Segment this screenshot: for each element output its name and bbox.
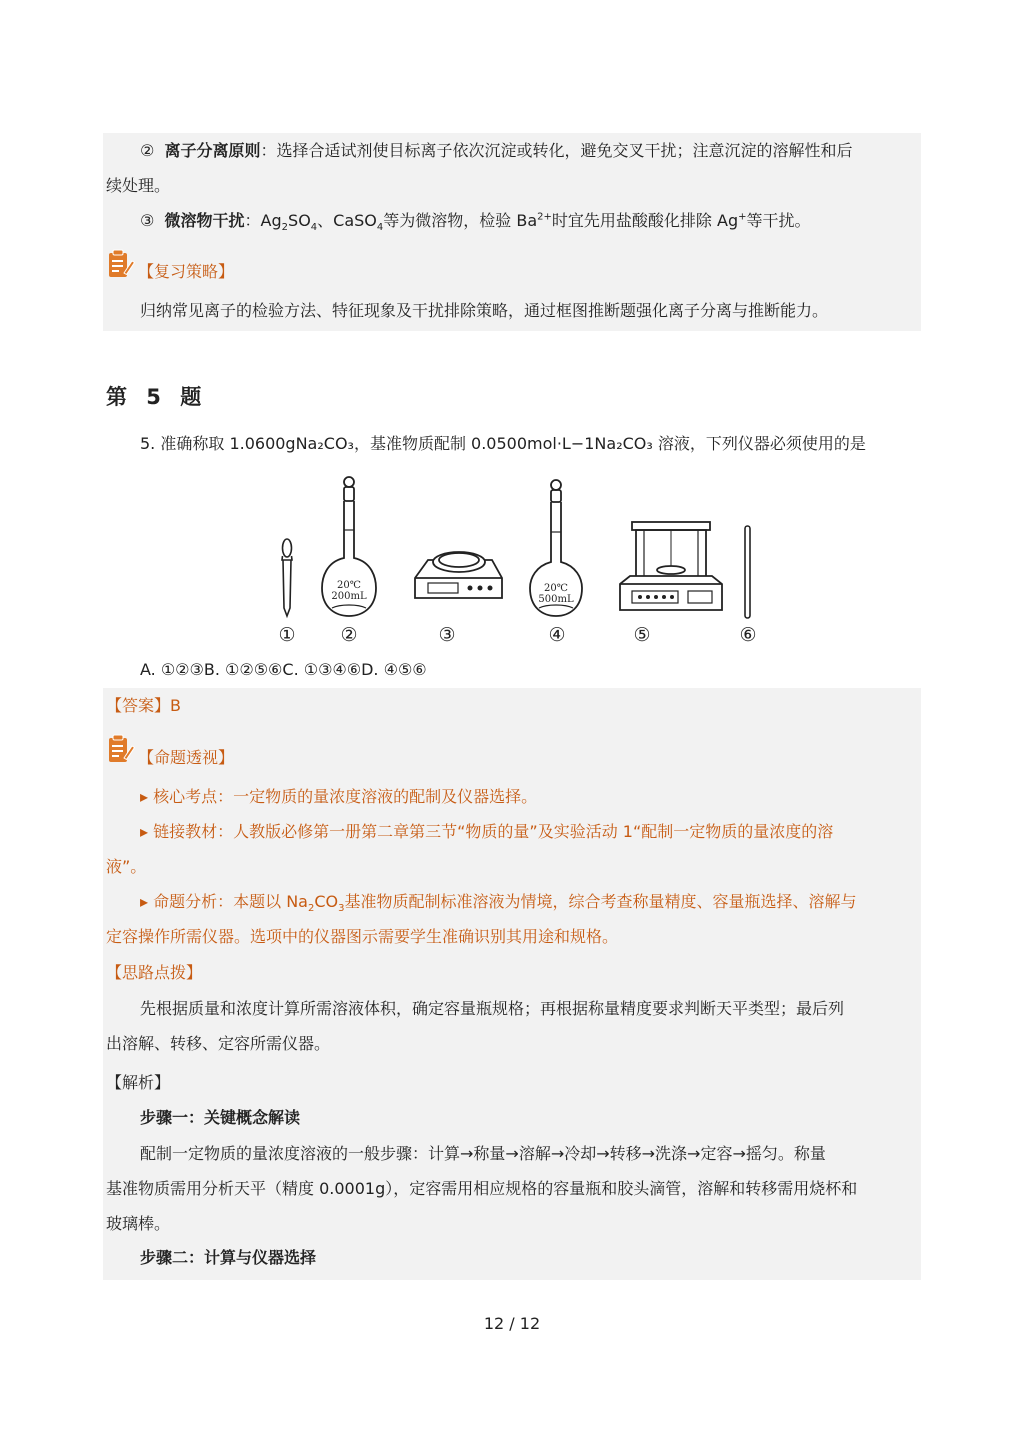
label-5: ⑤ xyxy=(633,624,651,646)
label-2: ② xyxy=(340,624,358,646)
item3-text-3: 等干扰。 xyxy=(746,211,811,230)
item2-text: ：选择合适试剂使目标离子依次沉淀或转化，避免交叉干扰；注意沉淀的溶解性和后 xyxy=(260,141,853,160)
ag2so4-formula: $Ag_2SO_4$ xyxy=(260,211,318,234)
question-options: A. ①②③B. ①②⑤⑥C. ①③④⑥D. ④⑤⑥ xyxy=(140,660,427,679)
thinking-line1: 先根据质量和浓度计算所需溶液体积，确定容量瓶规格；再根据称量精度要求判断天平类型；最后列 xyxy=(140,999,845,1018)
strategy-text: 归纳常见离子的检验方法、特征现象及干扰排除策略，通过框图推断题强化离子分离与推断能力。 xyxy=(140,301,829,320)
answer-label: 【答案】B xyxy=(106,696,181,715)
flask2-temp: 20℃ xyxy=(337,580,361,591)
textbook-link-line1: ▸ 链接教材：人教版必修第一册第二章第三节“物质的量”及实验活动 1“配制一定物质的量浓度的溶 xyxy=(140,822,834,841)
solution-heading: 【解析】 xyxy=(106,1073,171,1092)
item2-line1 xyxy=(140,141,853,161)
separator: 、 xyxy=(317,211,334,230)
item2-num: ② xyxy=(140,141,155,160)
page-number: 12 / 12 xyxy=(483,1314,541,1333)
flask4-volume: 500mL xyxy=(538,594,574,605)
item3-title: 微溶物干扰 xyxy=(164,211,245,230)
label-6: ⑥ xyxy=(739,624,757,646)
item3-text-1: 等为微溶物，检验 Ba xyxy=(383,211,538,230)
question-stem: 5. 准确称取 1.0600gNa₂CO₃，基准物质配制 0.0500mol·L−1Na₂CO₃ 溶液，下列仪器必须使用的是 xyxy=(140,434,866,453)
analysis-line1: ▸ 命题分析：本题以 $Na_2CO_3$基准物质配制标准溶液为情境，综合考查称量精度、容量瓶选择、溶解与 xyxy=(140,892,857,915)
strategy-heading: 【复习策略】 xyxy=(138,262,235,281)
flask4-temp: 20℃ xyxy=(544,583,568,594)
step1-title: 步骤一：关键概念解读 xyxy=(140,1108,301,1127)
item2-line2: 续处理。 xyxy=(106,176,171,195)
core-point: ▸ 核心考点：一定物质的量浓度溶液的配制及仪器选择。 xyxy=(140,787,538,806)
analysis-line2: 定容操作所需仪器。选项中的仪器图示需要学生准确识别其用途和规格。 xyxy=(106,927,619,946)
question-heading: 第 5 题 xyxy=(106,385,208,409)
step1-line3: 玻璃棒。 xyxy=(106,1214,171,1233)
dropper xyxy=(282,539,292,616)
item3-text-2: 时宜先用盐酸酸化排除 Ag xyxy=(551,211,739,230)
caso4-formula: CaSO$_4$ xyxy=(333,211,384,234)
item3-num: ③ xyxy=(140,211,155,230)
ag-charge: + xyxy=(738,211,747,223)
item3-colon: ： xyxy=(244,211,261,230)
apparatus-figure xyxy=(260,470,780,650)
label-1: ① xyxy=(278,624,296,646)
electronic-balance xyxy=(415,552,502,598)
analytical-balance xyxy=(620,522,722,610)
item2-title: 离子分离原则 xyxy=(164,141,261,160)
flask2-volume: 200mL xyxy=(331,591,367,602)
insight-heading: 【命题透视】 xyxy=(138,748,235,767)
step1-line2: 基准物质需用分析天平（精度 0.0001g），定容需用相应规格的容量瓶和胶头滴管，溶解和转移需用烧杯和 xyxy=(106,1179,858,1198)
thinking-heading: 【思路点拨】 xyxy=(106,963,203,982)
item3-line xyxy=(140,211,811,234)
label-3: ③ xyxy=(438,624,456,646)
notepad-pen-icon xyxy=(107,734,135,764)
glass-rod xyxy=(745,526,750,618)
notepad-pen-icon xyxy=(107,249,135,279)
ba-charge: 2+ xyxy=(537,211,552,223)
label-4: ④ xyxy=(548,624,566,646)
step1-line1: 配制一定物质的量浓度溶液的一般步骤：计算→称量→溶解→冷却→转移→洗涤→定容→摇匀。称量 xyxy=(140,1144,826,1163)
textbook-link-line2: 液”。 xyxy=(106,857,147,876)
thinking-line2: 出溶解、转移、定容所需仪器。 xyxy=(106,1034,331,1053)
step2-title: 步骤二：计算与仪器选择 xyxy=(140,1248,317,1267)
